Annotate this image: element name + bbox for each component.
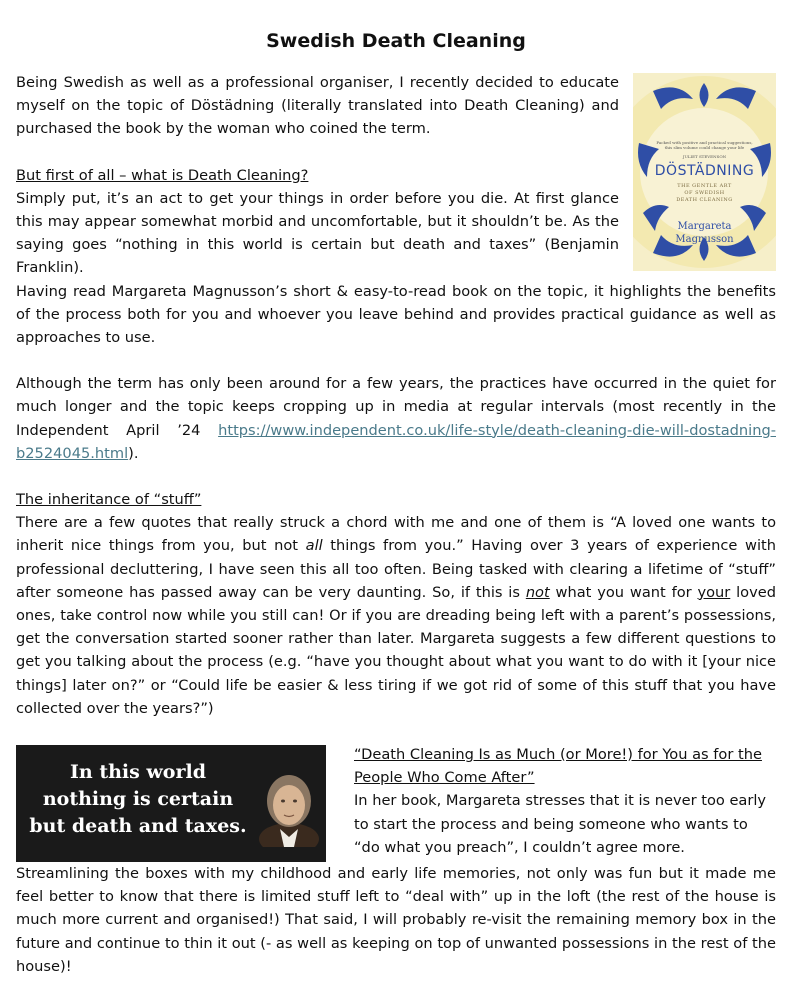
inheritance-text-d: loved ones, take control now while you still can! Or if you are dreading being left with a parent’s possessions, get the conversation started sooner rather than later. Margareta suggests a few different questions to get you talking about the process (e.g. “have you thought about what you want to do with it [your nice things] later on?” or “Could life be easier & less tiring if we got rid of some of this stuff that you have collected over the years?”)	[16, 583, 776, 717]
section-heading-what-is: But first of all – what is Death Cleaning?	[16, 166, 309, 184]
emphasis-all: all	[305, 537, 323, 555]
cover-author-first: Margareta	[677, 221, 732, 232]
article	[16, 0, 776, 978]
section-heading-for-you: “Death Cleaning Is as Much (or More!) for You as for the People Who Come After”	[354, 746, 762, 787]
page-title: Swedish Death Cleaning	[266, 30, 526, 52]
term-history-end: ).	[128, 444, 139, 462]
paragraph-never-too-early: In her book, Margareta stresses that it is never too early to start the process and being someone who wants to “do what you preach”, I couldn’t agree more.	[354, 792, 767, 856]
paragraph-having-read: Having read Margareta Magnusson’s short & easy-to-read book on the topic, it highlights the benefits of the process both for you and whoever you leave behind and provides practical guidance as well as approaches to use.	[16, 282, 776, 347]
paragraph-streamlining: Streamlining the boxes with my childhood and early life memories, not only was fun but it made me feel better to know that there is limited stuff left to “deal with” up in the loft (the rest of the house is much more current and organised!) That said, I will probably re-visit the remaining memory box in the future and continue to thin it out (- as well as keeping on top of unwanted possessions in the rest of the house)!	[16, 865, 776, 975]
quote-line-1: In this world	[70, 761, 206, 784]
cover-subtitle: THE GENTLE ART OF SWEDISH DEATH CLEANING	[676, 183, 733, 203]
paragraph-term-history	[16, 372, 776, 465]
term-history-text: Although the term has only been around for a few years, the practices have occurred in the quiet for much longer and the topic keeps cropping up in media at regular intervals (most recently in the Independent April ’24	[16, 375, 776, 439]
emphasis-not: not	[525, 583, 550, 601]
intro-paragraph: Being Swedish as well as a professional organiser, I recently decided to educate myself on the topic of Döstädning (literally translated into Death Cleaning) and purchased the book by the woman who coined the term.	[16, 74, 619, 138]
quote-text	[28, 759, 248, 840]
inheritance-text-c: what you want for	[549, 583, 698, 601]
quote-line-2: nothing is certain	[42, 788, 234, 811]
section-heading-inheritance: The inheritance of “stuff”	[16, 491, 202, 509]
cover-title: DÖSTÄDNING	[654, 163, 755, 179]
franklin-portrait-icon	[258, 767, 320, 847]
paragraph-inheritance	[16, 511, 776, 720]
paragraph-simply-put: Simply put, it’s an act to get your things in order before you die. At first glance this may appear somewhat morbid and uncomfortable, but it shouldn’t be. As the saying goes “nothing in this world is certain but death and taxes” (Benjamin Franklin).	[16, 189, 619, 277]
book-cover-image	[633, 73, 776, 271]
cover-author-last: Magnusson	[675, 234, 734, 245]
cover-blurb: Packed with positive and practical suggestions, this slim volume could change your life	[656, 140, 753, 150]
quote-line-3: but death and taxes.	[29, 815, 247, 838]
inheritance-text-b: things from you.” Having over 3 years of experience with professional decluttering, I have seen this all too often. Being tasked with clearing a lifetime of “stuff” after someone has passed away can be very daunting. So, if this is	[16, 537, 776, 601]
independent-article-link[interactable]: https://www.independent.co.uk/life-style/death-cleaning-die-will-dostadning-b2524045.html	[16, 421, 776, 462]
cover-blurb-author: JULIET STEVENSON	[682, 154, 727, 159]
franklin-quote-image	[16, 745, 326, 862]
emphasis-your: your	[697, 583, 731, 601]
inheritance-text-a: There are a few quotes that really struck a chord with me and one of them is “A loved one wants to inherit nice things from you, but not	[16, 514, 776, 555]
